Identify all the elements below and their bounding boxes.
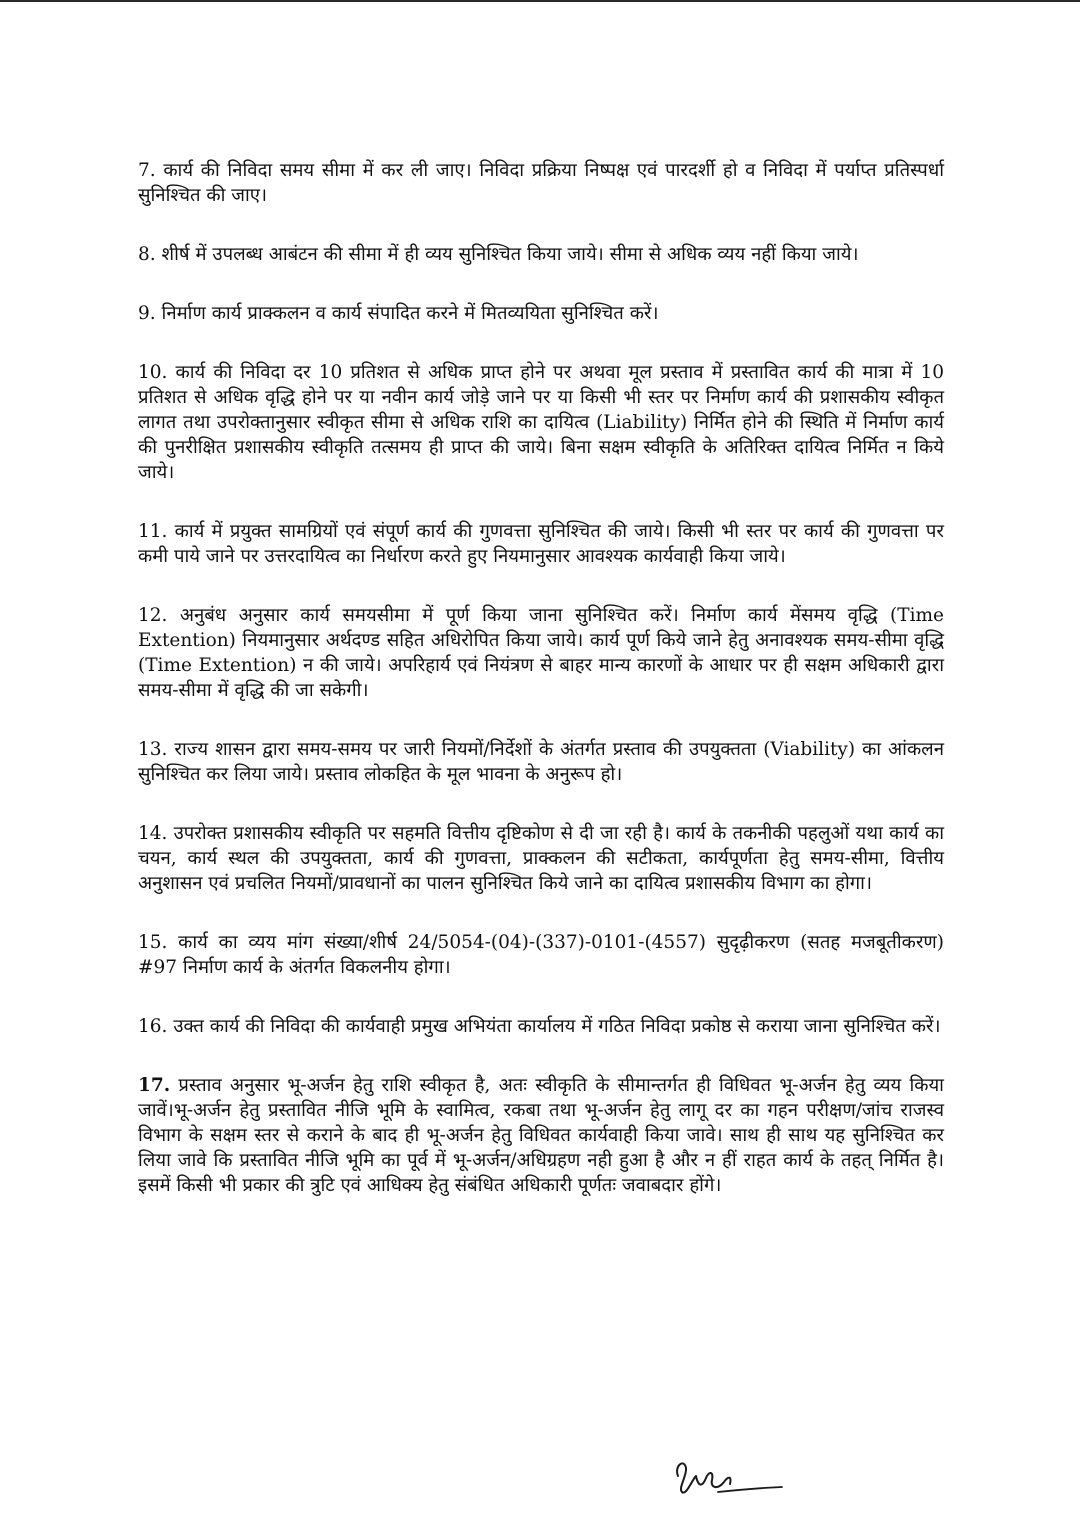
paragraph-text: कार्य की निविदा समय सीमा में कर ली जाए। निविदा प्रक्रिया निष्पक्ष एवं पारदर्शी हो व निविदा में पर्याप्त प्रतिस्पर्धा सुनिश्चित की जाए। (138, 160, 944, 206)
document-body (138, 158, 944, 1232)
paragraph-9 (138, 301, 944, 326)
paragraph-text: कार्य में प्रयुक्त सामग्रियों एवं संपूर्ण कार्य की गुणवत्ता सुनिश्चित की जाये। किसी भी स्तर पर कार्य की गुणवत्ता पर कमी पाये जाने पर उत्तरदायित्व का निर्धारण करते हुए नियमानुसार आवश्यक कार्यवाही किया जाये। (138, 521, 944, 567)
paragraph-text: कार्य की निविदा दर 10 प्रतिशत से अधिक प्राप्त होने पर अथवा मूल प्रस्ताव में प्रस्तावित कार्य की मात्रा में 10 प्रतिशत से अधिक वृद्धि होने पर या नवीन कार्य जोड़े जाने पर या किसी भी स्तर पर निर्माण कार्य की प्रशासकीय स्वीकृत लागत तथा उपरोक्तानुसार स्वीकृत सीमा से अधिक राशि का दायित्व (Liability) निर्मित होने की स्थिति में निर्माण कार्य की पुनरीक्षित प्रशासकीय स्वीकृति तत्समय ही प्राप्त की जाये। बिना सक्षम स्वीकृति के अतिरिक्त दायित्व निर्मित न किये जाये। (138, 362, 944, 483)
paragraph-12 (138, 603, 944, 703)
paragraph-10 (138, 360, 944, 485)
paragraph-number: 8. (138, 244, 156, 265)
paragraph-text: कार्य का व्यय मांग संख्या/शीर्ष 24/5054-(04)-(337)-0101-(4557) सुदृढ़ीकरण (सतह मजबूतीकरण) #97 निर्माण कार्य के अंतर्गत विकलनीय होगा। (138, 932, 944, 978)
paragraph-number: 13. (138, 739, 168, 760)
handwritten-signature (668, 1436, 788, 1506)
paragraph-text: राज्य शासन द्वारा समय-समय पर जारी नियमों/निर्देशों के अंतर्गत प्रस्ताव की उपयुक्तता (Viability) का आंकलन सुनिश्चित कर लिया जाये। प्रस्ताव लोकहित के मूल भावना के अनुरूप हो। (138, 739, 944, 785)
paragraph-text: उक्त कार्य की निविदा की कार्यवाही प्रमुख अभियंता कार्यालय में गठित निविदा प्रकोष्ठ से कराया जाना सुनिश्चित करें। (173, 1016, 941, 1037)
paragraph-14 (138, 821, 944, 896)
paragraph-11 (138, 519, 944, 569)
paragraph-number: 7. (138, 160, 156, 181)
paragraph-number: 10. (138, 362, 168, 383)
paragraph-text: शीर्ष में उपलब्ध आबंटन की सीमा में ही व्यय सुनिश्चित किया जाये। सीमा से अधिक व्यय नहीं किया जाये। (161, 244, 859, 265)
paragraph-16 (138, 1014, 944, 1039)
paragraph-number: 12. (138, 605, 168, 626)
paragraph-7 (138, 158, 944, 208)
paragraph-8 (138, 242, 944, 267)
paragraph-number: 11. (138, 521, 168, 542)
paragraph-number: 15. (138, 932, 168, 953)
paragraph-15 (138, 930, 944, 980)
paragraph-text: उपरोक्त प्रशासकीय स्वीकृति पर सहमति वित्तीय दृष्टिकोण से दी जा रही है। कार्य के तकनीकी पहलुओं यथा कार्य का चयन, कार्य स्थल की उपयुक्तता, कार्य की गुणवत्ता, प्राक्कलन की सटीकता, कार्यपूर्णता हेतु समय-सीमा, वित्तीय अनुशासन एवं प्रचलित नियमों/प्रावधानों का पालन सुनिश्चित किये जाने का दायित्व प्रशासकीय विभाग का होगा। (138, 823, 944, 894)
paragraph-number: 9. (138, 303, 156, 324)
paragraph-number: 14. (138, 823, 168, 844)
paragraph-text: निर्माण कार्य प्राक्कलन व कार्य संपादित करने में मितव्ययिता सुनिश्चित करें। (161, 303, 659, 324)
paragraph-number: 17. (138, 1075, 171, 1096)
page-top-border (0, 0, 1080, 2)
paragraph-17 (138, 1073, 944, 1198)
paragraph-number: 16. (138, 1016, 168, 1037)
paragraph-text: अनुबंध अनुसार कार्य समयसीमा में पूर्ण किया जाना सुनिश्चित करें। निर्माण कार्य मेंसमय वृद्धि (Time Extention) नियमानुसार अर्थदण्ड सहित अधिरोपित किया जाये। कार्य पूर्ण किये जाने हेतु अनावश्यक समय-सीमा वृद्धि (Time Extention) न की जाये। अपरिहार्य एवं नियंत्रण से बाहर मान्य कारणों के आधार पर ही सक्षम अधिकारी द्वारा समय-सीमा में वृद्धि की जा सकेगी। (138, 605, 944, 701)
paragraph-13 (138, 737, 944, 787)
paragraph-text: प्रस्ताव अनुसार भू-अर्जन हेतु राशि स्वीकृत है, अतः स्वीकृति के सीमान्तर्गत ही विधिवत भू-अर्जन हेतु व्यय किया जावें।भू-अर्जन हेतु प्रस्तावित नीजि भूमि के स्वामित्व, रकबा तथा भू-अर्जन हेतु लागू दर का गहन परीक्षण/जांच राजस्व विभाग के सक्षम स्तर से कराने के बाद ही भू-अर्जन हेतु विधिवत कार्यवाही किया जावे। साथ ही साथ यह सुनिश्चित कर लिया जावे कि प्रस्तावित नीजि भूमि का पूर्व में भू-अर्जन/अधिग्रहण नही हुआ है और न हीं राहत कार्य के तहत् निर्मित है। इसमें किसी भी प्रकार की त्रुटि एवं आधिक्य हेतु संबंधित अधिकारी पूर्णतः जवाबदार होंगे। (138, 1075, 944, 1196)
